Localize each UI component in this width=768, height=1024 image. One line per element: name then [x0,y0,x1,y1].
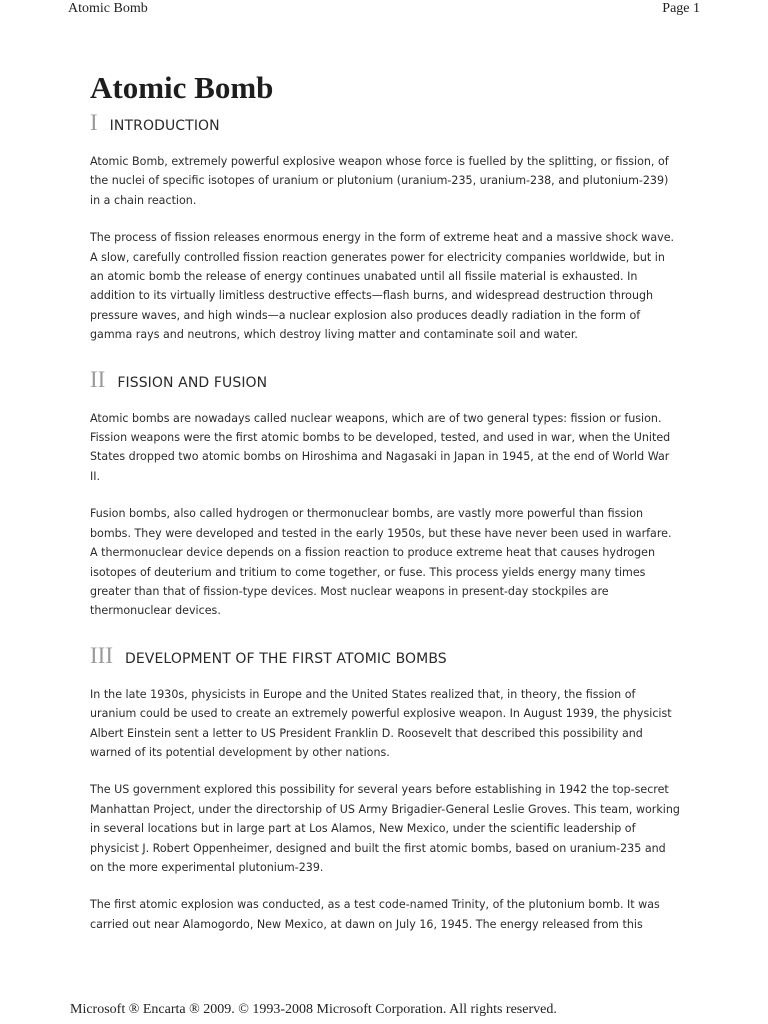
section-title: FISSION AND FUSION [117,374,268,391]
copyright-footer: Microsoft ® Encarta ® 2009. © 1993-2008 Microsoft Corporation. All rights reserved. [70,1002,557,1017]
paragraph: The US government explored this possibility for several years before establishing in 1942 the top-secret Manhattan Project, under the directorship of US Army Brigadier-General Leslie Groves. This team, working in several locations but in large part at Los Alamos, New Mexico, under the scientific leadership of physicist J. Robert Oppenheimer, designed and built the first atomic bombs, based on uranium-235 and on the more experimental plutonium-239. [90,783,680,874]
section-title: INTRODUCTION [109,118,220,134]
page-title: Atomic Bomb [90,70,274,105]
paragraph: Fusion bombs, also called hydrogen or thermonuclear bombs, are vastly more powerful than fission bombs. They were developed and tested in the early 1950s, but these have never been used in warfare. A thermonuclear device depends on a fission reaction to produce extreme heat that causes hydrogen isotopes of deuterium and tritium to come together, or fuse. This process yields energy many times greater than that of fission-type devices. Most nuclear weapons in present-day stockpiles are thermonuclear devices. [90,507,672,618]
section-title: DEVELOPMENT OF THE FIRST ATOMIC BOMBS [124,650,447,667]
paragraph: The process of fission releases enormous energy in the form of extreme heat and a massive shock wave. A slow, carefully controlled fission reaction generates power for electricity companies worldwide, but in an atomic bomb the release of energy continues unabated until all fissile material is exhausted. In addition to its virtually limitless destructive effects—flash burns, and widespread destruction through pressure waves, and high winds—a nuclear explosion also produces deadly radiation in the form of gamma rays and neutrons, which destroy living matter and contaminate soil and water. [90,231,675,342]
section-numeral: II [90,366,106,392]
document-body [90,68,682,934]
page-number: Page 1 [662,1,700,16]
section-numeral: I [90,110,98,135]
paragraph: The first atomic explosion was conducted, as a test code-named Trinity, of the plutonium bomb. It was carried out near Alamogordo, New Mexico, at dawn on July 16, 1945. The energy released from this [90,898,660,931]
paragraph: In the late 1930s, physicists in Europe and the United States realized that, in theory, the fission of uranium could be used to create an extremely powerful explosive weapon. In August 1939, the physicist Albert Einstein sent a letter to US President Franklin D. Roosevelt that described this possibility and warned of its potential development by other nations. [90,687,672,759]
paragraph: Atomic Bomb, extremely powerful explosive weapon whose force is fuelled by the splitting, or fission, of the nuclei of specific isotopes of uranium or plutonium (uranium-235, uranium-238, and plutonium-239) in a chain reaction. [90,155,669,207]
section-heading-development [90,643,682,669]
paragraph: Atomic bombs are nowadays called nuclear weapons, which are of two general types: fission or fusion. Fission weapons were the first atomic bombs to be developed, tested, and used in war, when the United States dropped two atomic bombs on Hiroshima and Nagasaki in Japan in 1945, at the end of World War II. [90,411,671,483]
section-numeral: III [90,642,113,668]
section-heading-fission-fusion [90,367,682,393]
section-heading-introduction [90,110,682,136]
running-header-title: Atomic Bomb [68,1,148,16]
